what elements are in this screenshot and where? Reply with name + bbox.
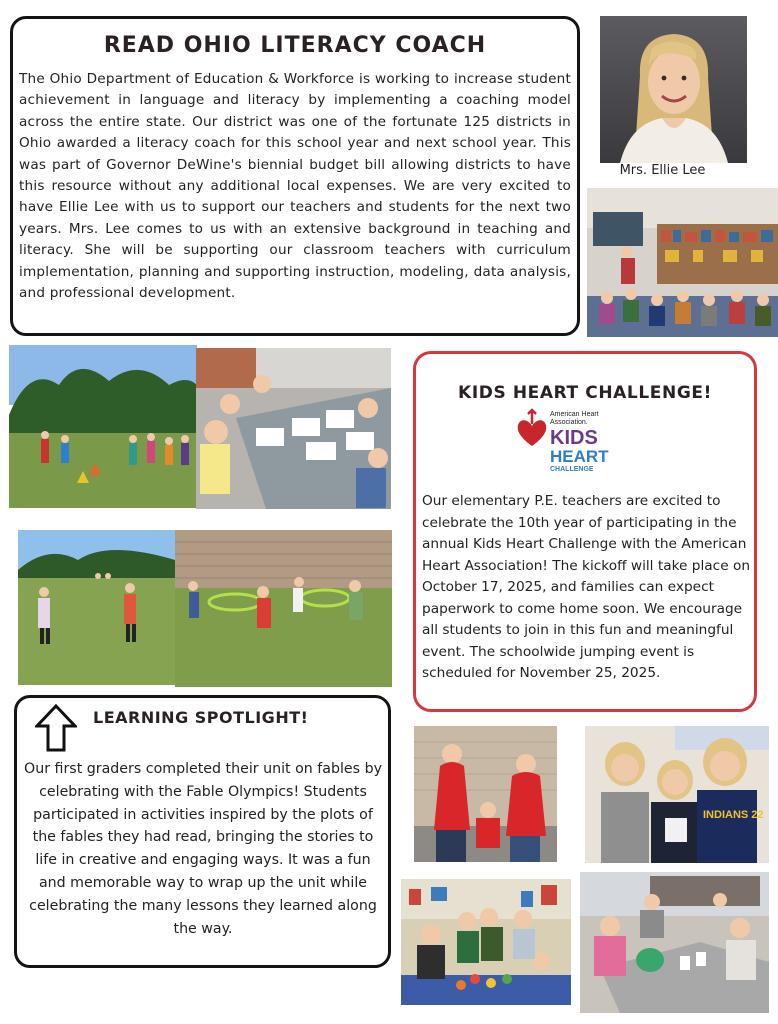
shirt-text: INDIANS 22	[703, 809, 764, 821]
learning-spotlight-title: LEARNING SPOTLIGHT!	[93, 708, 309, 727]
library-photo	[587, 188, 778, 337]
teachers-red-shirts-photo	[414, 726, 557, 862]
kids-heart-challenge-logo	[516, 406, 626, 480]
logo-kids-word: KIDS	[550, 427, 598, 449]
logo-heart-word: HEART	[550, 447, 609, 466]
classroom-tables-photo	[580, 872, 769, 1013]
coach-caption: Mrs. Ellie Lee	[619, 163, 706, 178]
literacy-coach-section	[10, 16, 580, 336]
field-race-photo	[18, 530, 175, 685]
kids-heart-challenge-body: Our elementary P.E. teachers are excited to celebrate the 10th year of participating in the annual Kids Heart Challenge with the American Heart Association! The kickoff will take place on October 17, 2025, and families can expect paperwork to come home soon. We encourage all students to join in this fun and meaningful event. The schoolwide jumping event is scheduled for November 25, 2025.	[422, 493, 751, 681]
playground-relay-photo	[9, 345, 197, 508]
aha-logo-line2: Association.	[550, 419, 588, 426]
learning-spotlight-section	[14, 695, 391, 968]
learning-spotlight-body: Our first graders completed their unit on fables by celebrating with the Fable Olympics! Students participated in activities inspired by the plots of the fables they had read, bringing the stories to life in creative and engaging ways. It was a fun and memorable way to wrap up the unit while celebrating the many lessons they learned along the way.	[24, 761, 382, 937]
literacy-coach-title: READ OHIO LITERACY COACH	[103, 33, 487, 58]
kids-heart-challenge-section	[413, 351, 757, 712]
three-kids-photo	[585, 726, 769, 863]
aha-logo-line1: American Heart	[550, 411, 599, 418]
hula-hoop-photo	[175, 530, 392, 687]
logo-challenge-word: CHALLENGE	[550, 466, 594, 473]
kids-heart-challenge-title: KIDS HEART CHALLENGE!	[458, 383, 712, 403]
literacy-coach-body: The Ohio Department of Education & Workforce is working to increase student achievement in language and literacy by implementing a coaching model across the entire state. Our district was one of the fortunate 125 districts in Ohio awarded a literacy coach for this school year and next school year. This was part of Governor DeWine's biennial budget bill allowing districts to have this resource without any additional local expenses. We are very excited to have Ellie Lee with us to support our teachers and students for the next two years. Mrs. Lee comes to us with an extensive background in teaching and literacy. She will be supporting our classroom teachers with curriculum implementation, planning and supporting instruction, modeling, data analysis, and professional development.	[19, 71, 571, 302]
classroom-game-photo	[401, 879, 571, 1005]
coach-portrait-photo	[600, 16, 747, 163]
board-game-photo	[196, 348, 391, 509]
up-arrow-icon	[35, 704, 77, 752]
